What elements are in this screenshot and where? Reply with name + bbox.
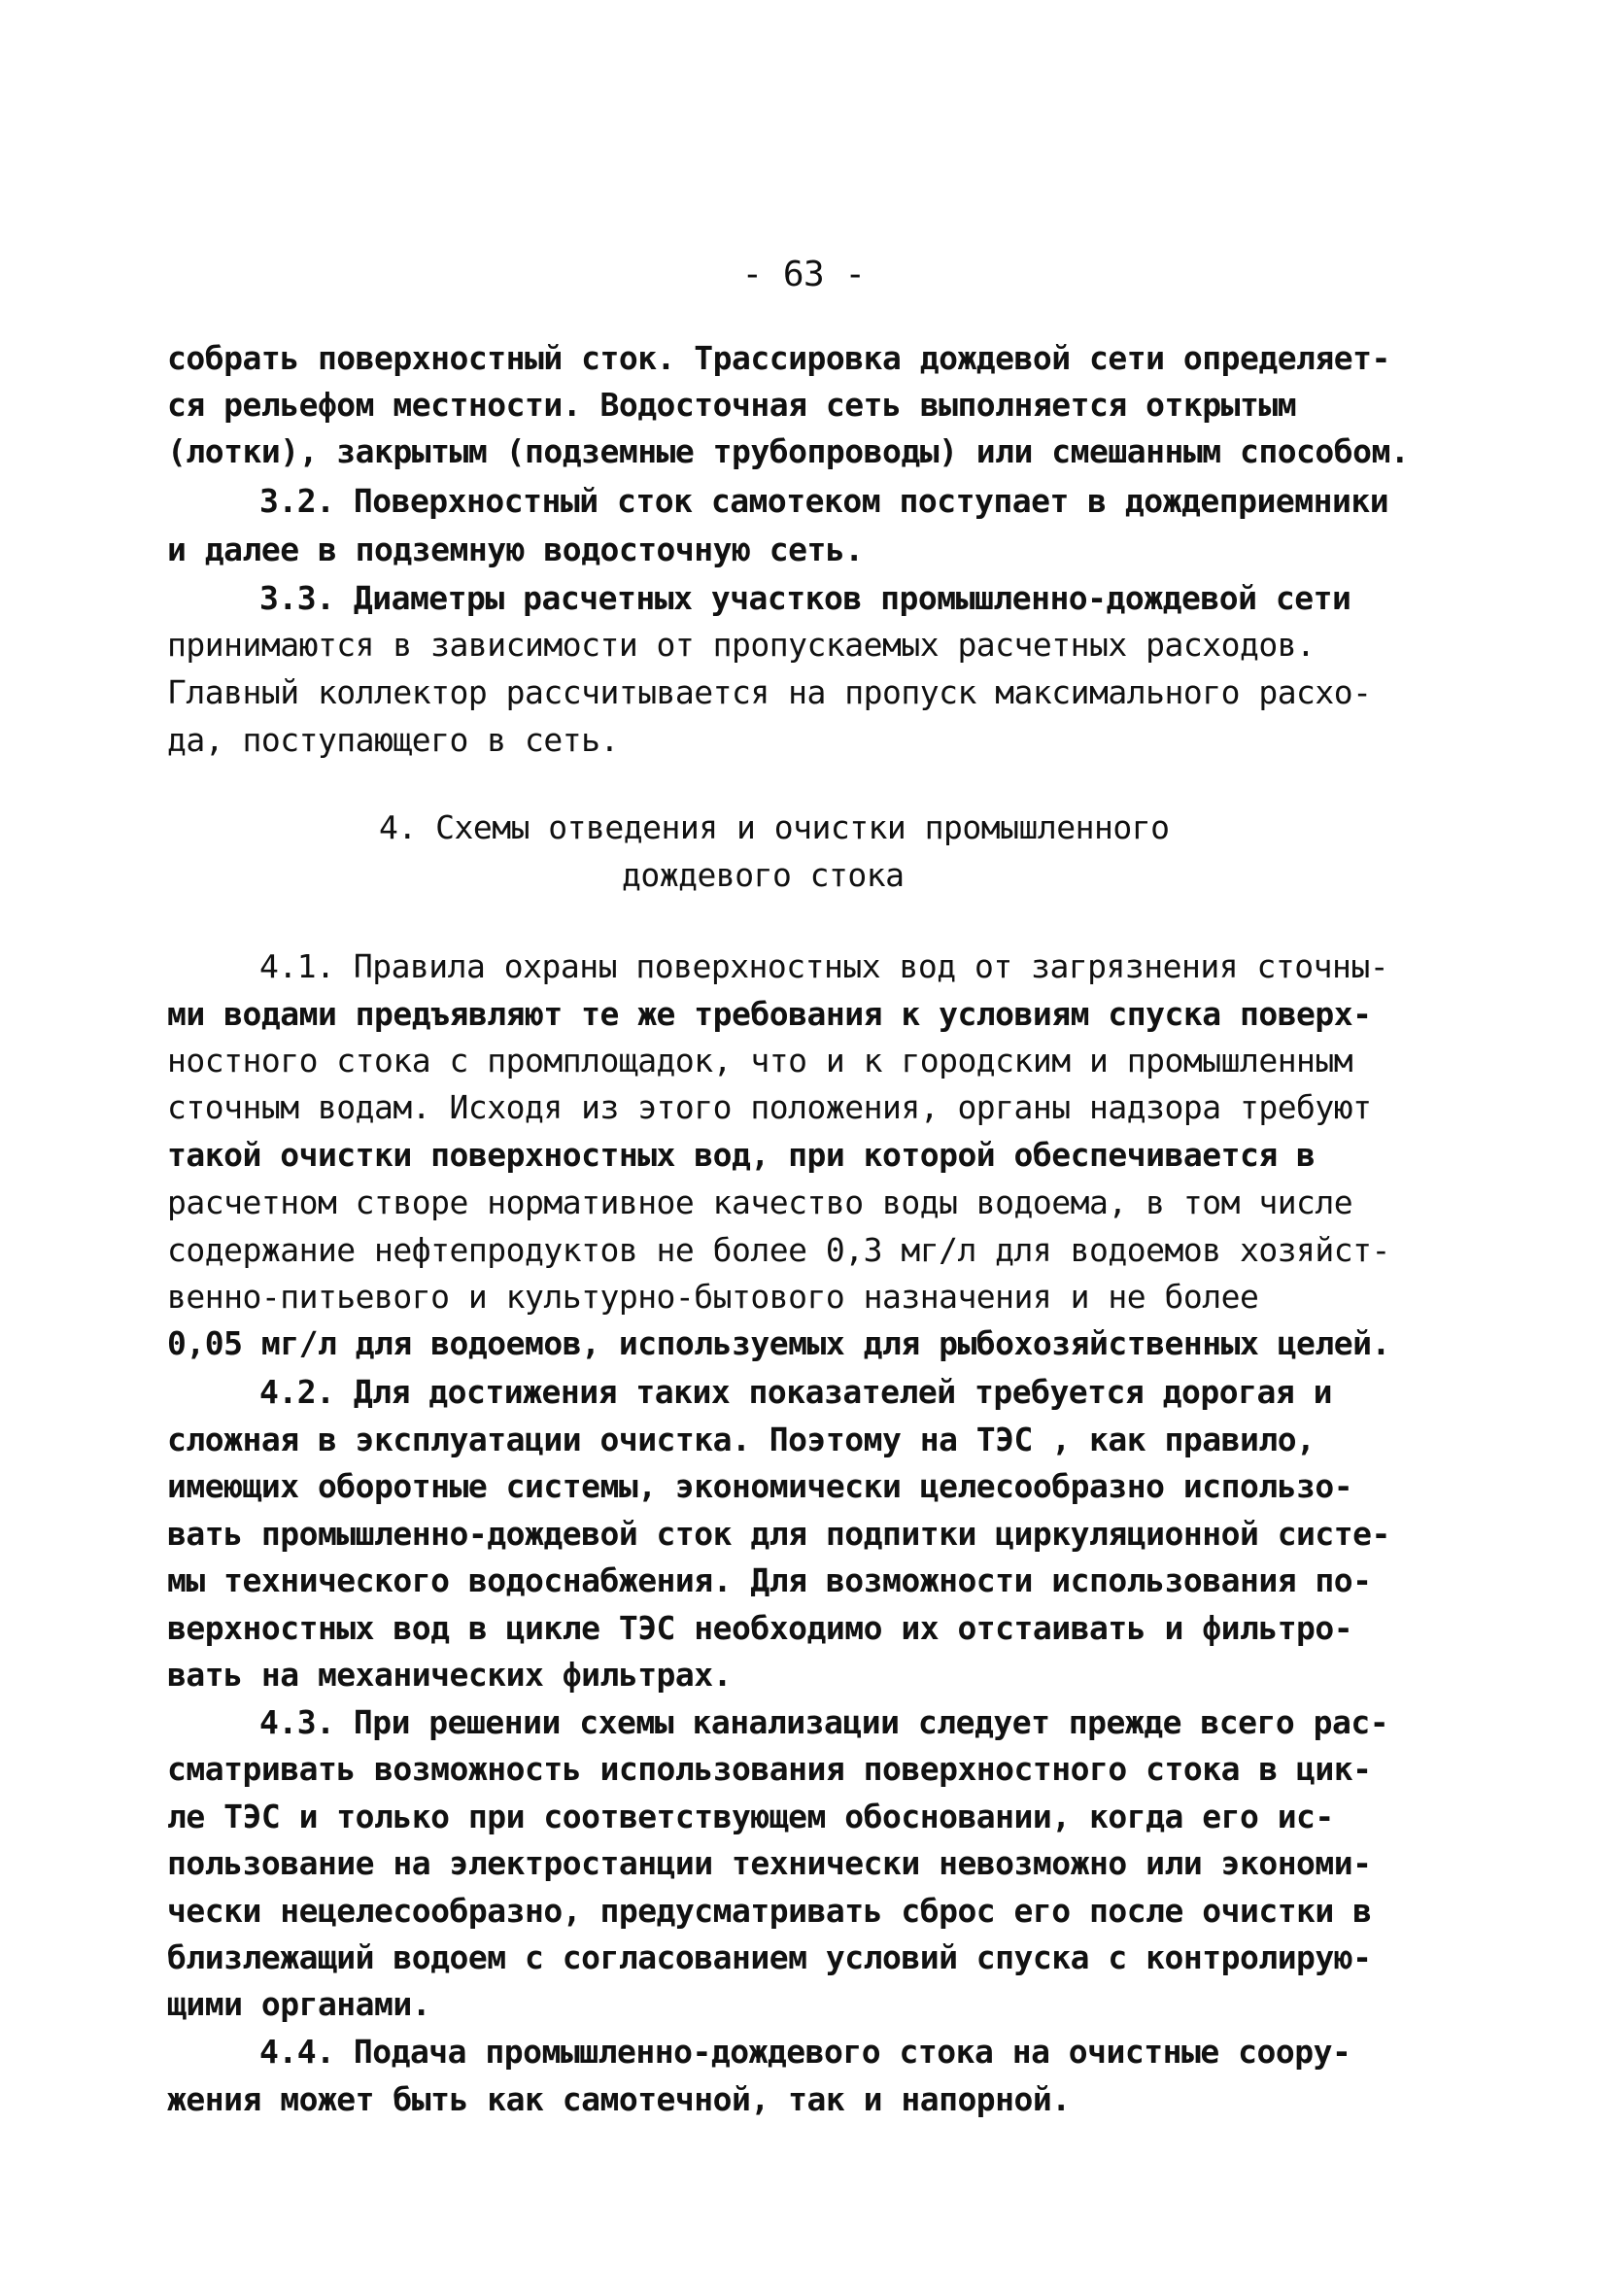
text-line: сложная в эксплуатации очистка. Поэтому на ТЭС , как правило,: [167, 1421, 1316, 1458]
text-line: и далее в подземную водосточную сеть.: [167, 531, 864, 568]
text-line: (лотки), закрытым (подземные трубопроводы) или смешанным способом.: [167, 432, 1410, 470]
text-line: вать промышленно-дождевой сток для подпитки циркуляционной систе-: [167, 1515, 1390, 1553]
text-line: имеющих оборотные системы, экономически целесообразно использо-: [167, 1467, 1353, 1505]
text-line: ностного стока с промплощадок, что и к городским и промышленным: [167, 1042, 1353, 1079]
text-line: расчетном створе нормативное качество воды водоема, в том числе: [167, 1183, 1353, 1221]
text-line: содержание нефтепродуктов не более 0,3 мг/л для водоемов хозяйст-: [167, 1231, 1390, 1269]
text-line: сточным водам. Исходя из этого положения, органы надзора требуют: [167, 1088, 1372, 1126]
text-line: вать на механических фильтрах.: [167, 1656, 733, 1694]
text-line: венно-питьевого и культурно-бытового назначения и не более: [167, 1278, 1259, 1316]
text-line: 4.2. Для достижения таких показателей требуется дорогая и: [259, 1373, 1332, 1411]
page-number: - 63 -: [741, 255, 866, 294]
text-line: сматривать возможность использования поверхностного стока в цик-: [167, 1750, 1372, 1788]
text-line: пользование на электростанции технически невозможно или экономи-: [167, 1844, 1372, 1882]
text-line: чески нецелесообразно, предусматривать сброс его после очистки в: [167, 1892, 1372, 1930]
text-line: ле ТЭС и только при соответствующем обосновании, когда его ис-: [167, 1798, 1334, 1835]
text-line: Главный коллектор рассчитывается на пропуск максимального расхо-: [167, 673, 1372, 711]
text-line: близлежащий водоем с согласованием условий спуска с контролирую-: [167, 1938, 1372, 1976]
text-line: 4.4. Подача промышленно-дождевого стока на очистные соору-: [259, 2033, 1351, 2071]
text-line: мы технического водоснабжения. Для возможности использования по-: [167, 1561, 1372, 1599]
text-line: принимаются в зависимости от пропускаемых расчетных расходов.: [167, 626, 1316, 664]
text-line: такой очистки поверхностных вод, при которой обеспечивается в: [167, 1136, 1316, 1174]
text-line: да, поступающего в сеть.: [167, 721, 619, 759]
text-line: жения может быть как самотечной, так и напорной.: [167, 2080, 1071, 2118]
text-line: ся рельефом местности. Водосточная сеть выполняется открытым: [167, 386, 1297, 424]
section-heading-line: дождевого стока: [622, 856, 905, 894]
text-line: 4.1. Правила охраны поверхностных вод от загрязнения сточны-: [259, 947, 1389, 985]
text-line: 0,05 мг/л для водоемов, используемых для рыбохозяйственных целей.: [167, 1324, 1390, 1362]
text-line: верхностных вод в цикле ТЭС необходимо их отстаивать и фильтро-: [167, 1609, 1353, 1647]
text-line: щими органами.: [167, 1985, 431, 2023]
text-line: ми водами предъявляют те же требования к условиям спуска поверх-: [167, 995, 1372, 1033]
text-line: 3.3. Диаметры расчетных участков промышленно-дождевой сети: [259, 579, 1351, 617]
text-line: собрать поверхностный сток. Трассировка дождевой сети определяет-: [167, 339, 1390, 377]
text-line: 3.2. Поверхностный сток самотеком поступает в дождеприемники: [259, 482, 1389, 520]
text-line: 4.3. При решении схемы канализации следует прежде всего рас-: [259, 1703, 1389, 1741]
section-heading-line: 4. Схемы отведения и очистки промышленного: [379, 808, 1170, 846]
